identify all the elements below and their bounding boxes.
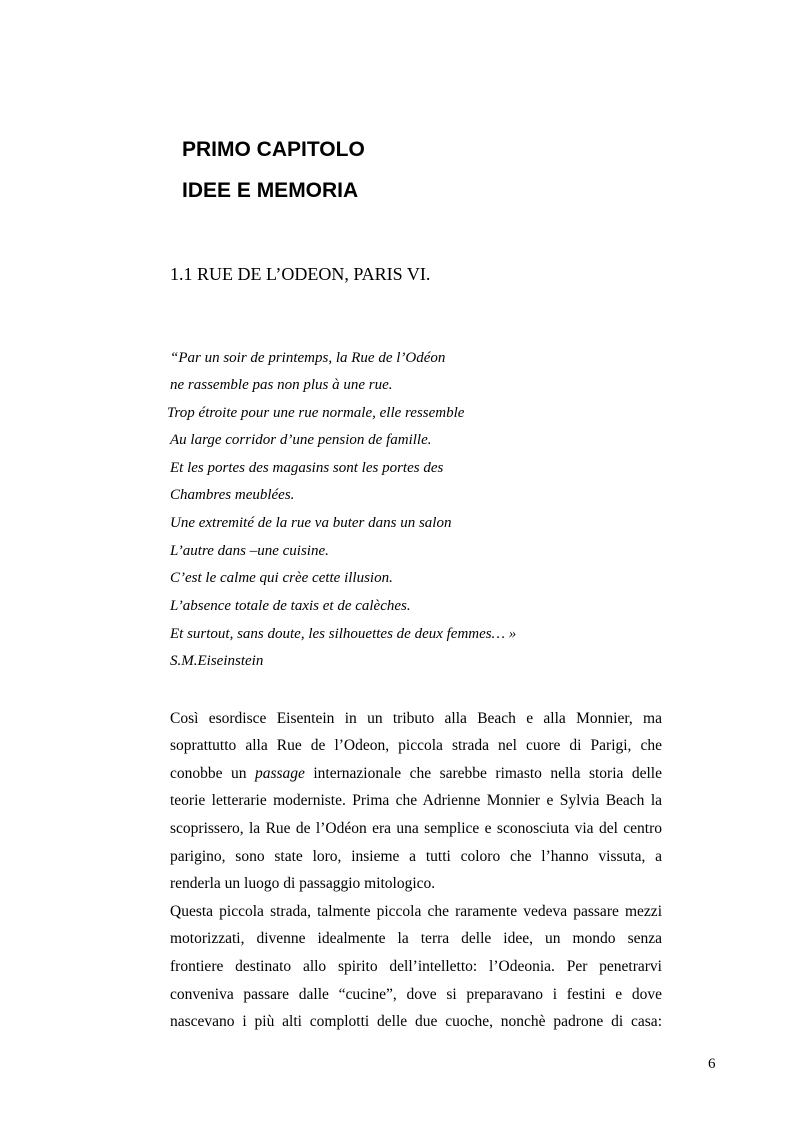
quote-line: Et surtout, sans doute, les silhouettes de deux femmes… » [170,626,517,642]
quote-line: L’autre dans –une cuisine. [170,543,329,559]
quote-line: Une extremité de la rue va buter dans un salon [170,515,452,531]
chapter-label: PRIMO CAPITOLO [182,138,365,161]
italic-term: passage [254,765,305,782]
quote-line: Et les portes des magasins sont les portes des [170,460,444,476]
paragraph-line: renderla un luogo di passaggio mitologico. [170,875,436,892]
paragraph-text: internazionale che sarebbe rimasto nella storia delle [313,765,662,782]
quote-line: ne rassemble pas non plus à une rue. [170,377,393,393]
paragraph-line: motorizzati, divenne idealmente la terra delle idee, un mondo senza [170,930,662,947]
quote-attribution: S.M.Eiseinstein [170,653,264,669]
page-number: 6 [708,1056,716,1072]
paragraph-line [170,764,662,784]
paragraph-line: conveniva passare dalle “cucine”, dove si preparavano i festini e dove [170,986,662,1003]
paragraph-line: parigino, sono state loro, insieme a tutti coloro che l’hanno vissuta, a [170,848,662,865]
quote-line: “Par un soir de printemps, la Rue de l’Odéon [170,350,446,366]
paragraph-line: Questa piccola strada, talmente piccola che raramente vedeva passare mezzi [170,903,662,920]
paragraph-line: scoprissero, la Rue de l’Odéon era una semplice e sconosciuta via del centro [170,820,662,837]
quote-line: Trop étroite pour une rue normale, elle ressemble [167,405,465,421]
paragraph-line: nascevano i più alti complotti delle due cuoche, nonchè padrone di casa: [170,1013,662,1030]
quote-line: Chambres meublées. [170,487,295,503]
paragraph-line: soprattutto alla Rue de l’Odeon, piccola strada nel cuore di Parigi, che [170,737,662,754]
quote-line: L’absence totale de taxis et de calèches. [170,598,411,614]
chapter-title: IDEE E MEMORIA [182,179,359,202]
paragraph-text: conobbe un [170,765,247,782]
paragraph-line: Così esordisce Eisentein in un tributo alla Beach e alla Monnier, ma [170,710,662,727]
quote-line: Au large corridor d’une pension de famille. [170,432,432,448]
section-heading: 1.1 RUE DE L’ODEON, PARIS VI. [170,264,431,284]
quote-line: C’est le calme qui crèe cette illusion. [170,570,393,586]
paragraph-line: teorie letterarie moderniste. Prima che Adrienne Monnier e Sylvia Beach la [170,792,662,809]
paragraph-line: frontiere destinato allo spirito dell’intelletto: l’Odeonia. Per penetrarvi [170,958,662,975]
